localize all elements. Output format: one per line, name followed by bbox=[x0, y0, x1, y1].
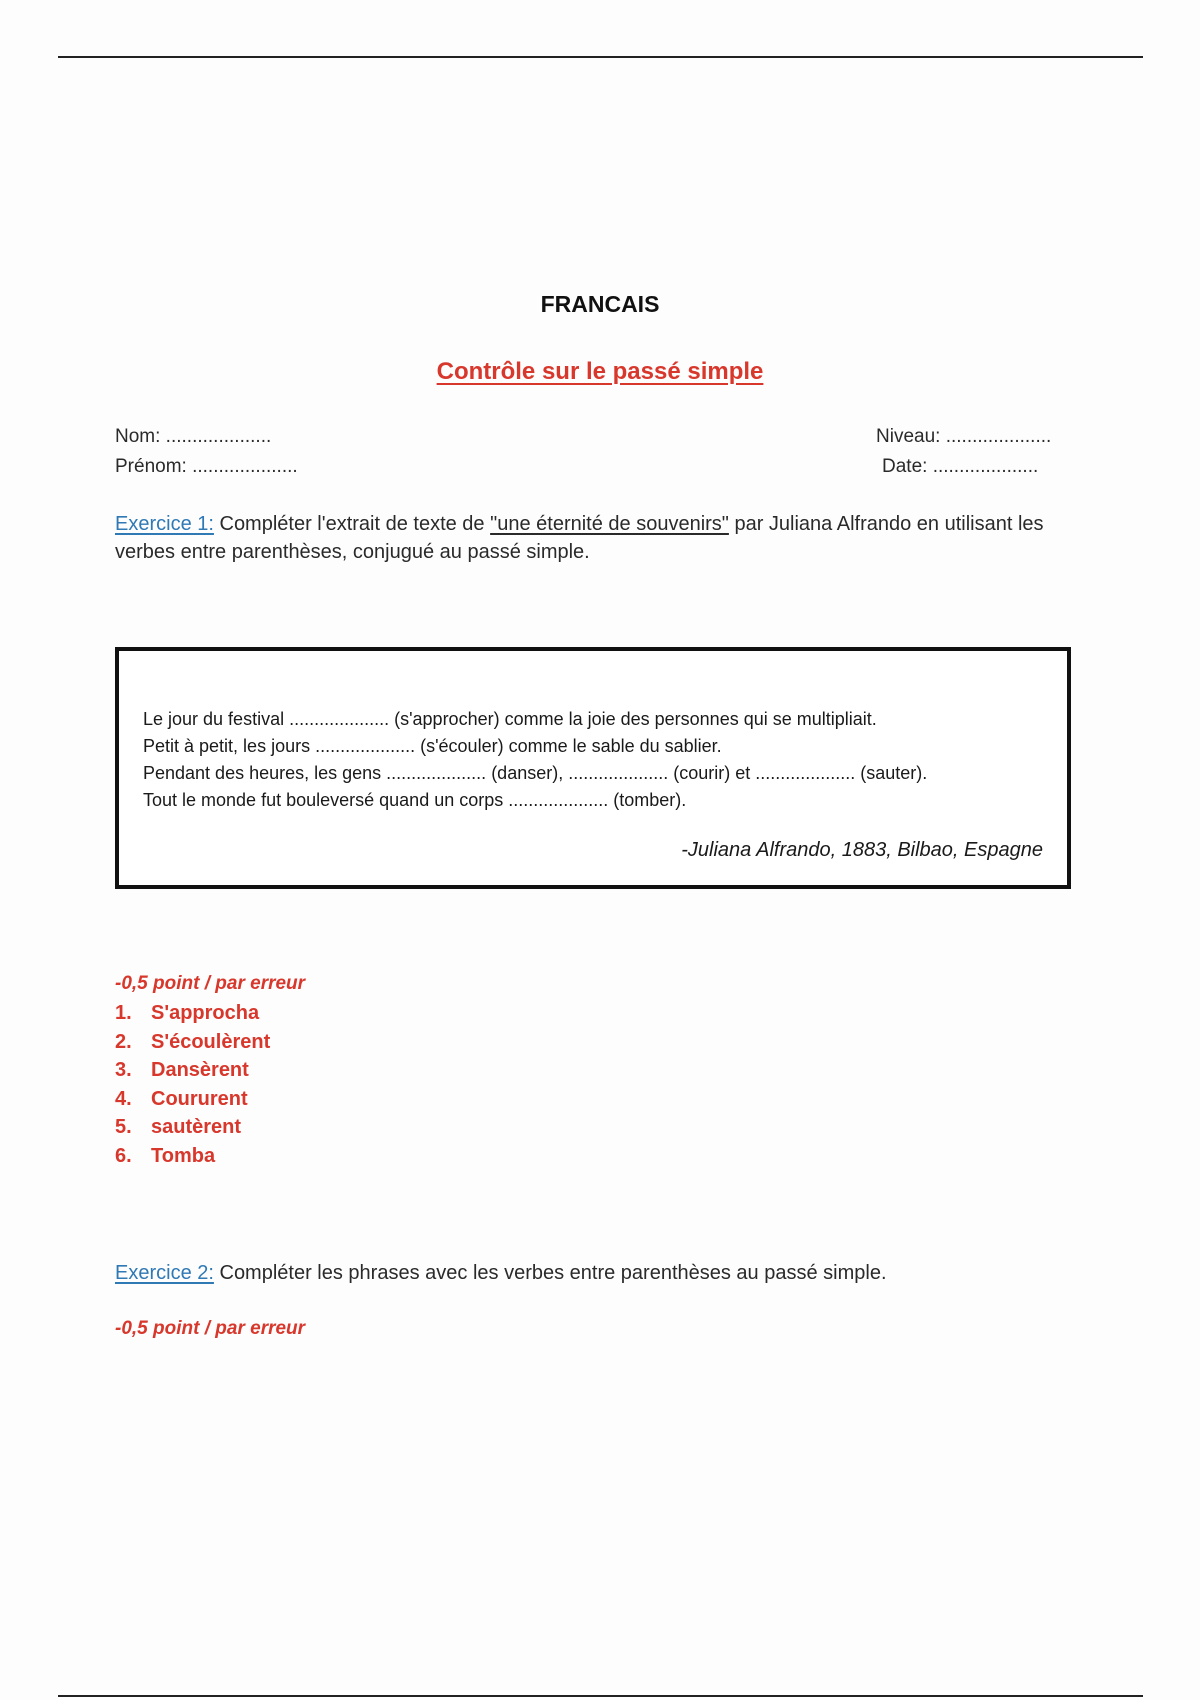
answer-item: 3. Dansèrent bbox=[115, 1059, 249, 1082]
answer-item: 5. sautèrent bbox=[115, 1116, 242, 1139]
answer-item: 4. Coururent bbox=[115, 1087, 248, 1110]
exercise-1-label: Exercice 1: bbox=[115, 513, 214, 535]
exercise-2-label: Exercice 2: bbox=[115, 1262, 214, 1284]
test-title: Contrôle sur le passé simple bbox=[436, 358, 764, 385]
exercise-1-penalty: -0,5 point / par erreur bbox=[115, 973, 306, 994]
exercise-1-instructions bbox=[115, 510, 1090, 566]
answer-item: 1. S'approcha bbox=[115, 1002, 260, 1024]
extract-box bbox=[115, 647, 1071, 889]
exercise-2-penalty: -0,5 point / par erreur bbox=[115, 1318, 306, 1339]
extract-line: Le jour du festival .................... (s'approcher) comme la joie des personnes qui se multipliait. bbox=[143, 709, 877, 729]
nom-field: Nom: .................... bbox=[115, 426, 272, 447]
subject-heading: FRANCAIS bbox=[540, 291, 660, 317]
answer-item: 6. Tomba bbox=[115, 1144, 216, 1167]
book-title: "une éternité de souvenirs" bbox=[490, 513, 729, 535]
answer-list bbox=[115, 999, 270, 1171]
exercise-1-text-before: Compléter l'extrait de texte de bbox=[213, 513, 491, 535]
extract-citation: -Juliana Alfrando, 1883, Bilbao, Espagne bbox=[681, 839, 1043, 861]
answer-item: 2. S'écoulèrent bbox=[115, 1030, 271, 1053]
extract-lines bbox=[143, 706, 1043, 814]
exercise-1-text-after: par Juliana Alfrando en utilisant les verbes entre parenthèses, conjugué au passé simple. bbox=[115, 513, 1044, 563]
extract-line: Tout le monde fut bouleversé quand un corps .................... (tomber). bbox=[143, 790, 687, 810]
niveau-field: Niveau: .................... bbox=[876, 426, 1052, 447]
extract-line: Pendant des heures, les gens .................... (danser), .................... (courir) et .................... (sauter). bbox=[143, 763, 928, 783]
top-rule bbox=[58, 56, 1143, 58]
exercise-2-text: Compléter les phrases avec les verbes entre parenthèses au passé simple. bbox=[213, 1262, 887, 1284]
bottom-rule bbox=[58, 1695, 1143, 1697]
extract-line: Petit à petit, les jours .................... (s'écouler) comme le sable du sablier. bbox=[143, 736, 722, 756]
date-field: Date: .................... bbox=[882, 456, 1039, 477]
exercise-2-instructions bbox=[115, 1259, 1090, 1287]
prenom-field: Prénom: .................... bbox=[115, 456, 298, 477]
